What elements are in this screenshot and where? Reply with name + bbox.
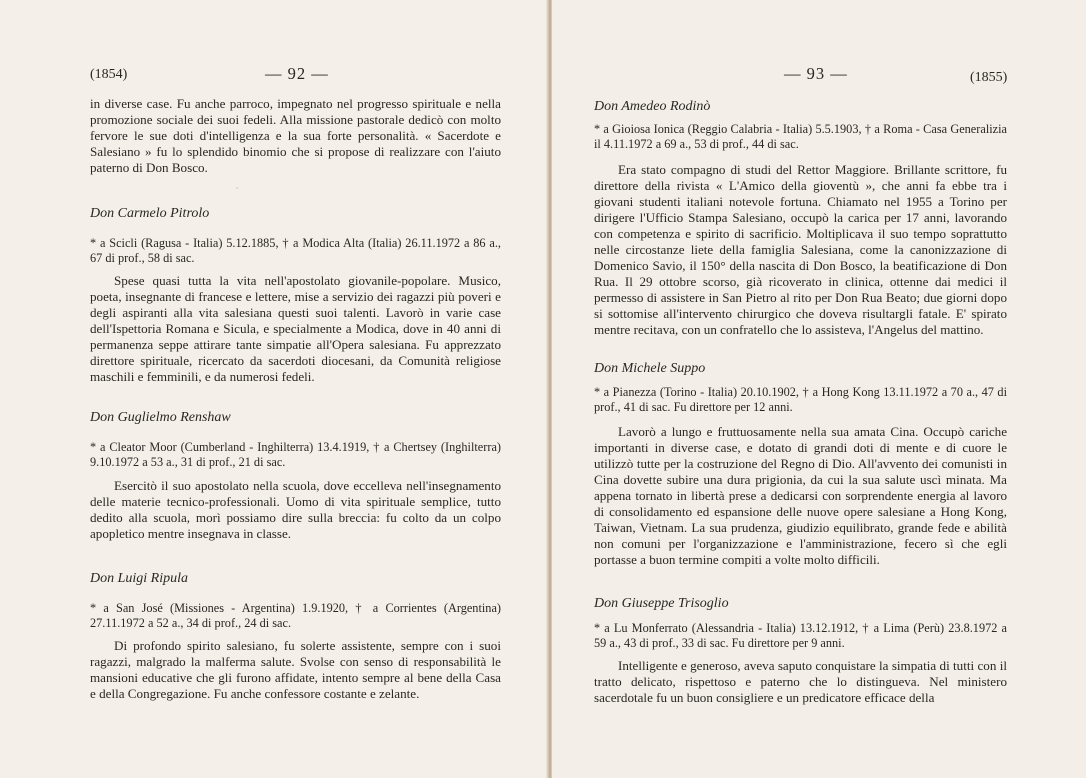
entry-name: Don Guglielmo Renshaw [90, 410, 231, 425]
ink-speck: ⸱ [236, 184, 239, 193]
page-number: — 93 — [784, 64, 848, 83]
entry-text: Di profondo spirito salesiano, fu solerte assistente, sempre con i suoi ragazzi, malgrado la malferma salute. Svolse con senso di responsabilità le mansioni educative che gli furono affidate, intento sempre al bene della Casa e della Congregazione. Fu anche confessore costante e zelante. [90, 638, 501, 701]
page-number: — 92 — [265, 64, 329, 83]
entry-bio: * a San José (Missiones - Argentina) 1.9.1920, † a Corrientes (Argentina) 27.11.1972 a 52 a., 34 di prof., 24 di sac. [90, 601, 501, 630]
entry-name: Don Amedeo Rodinò [594, 99, 711, 114]
intro-paragraph: in diverse case. Fu anche parroco, impegnato nel progresso spirituale e nella promozione sociale dei suoi fedeli. Alla missione pastorale dedicò con molto fervore le sue doti d'intelligenza e la sua forte personalità. « Sacerdote e Salesiano » fu lo splendido binomio che si propose di realizzare con l'aiuto paterno di Don Bosco. [90, 96, 501, 175]
page-year: (1855) [970, 70, 1008, 85]
entry-bio: * a Gioiosa Ionica (Reggio Calabria - Italia) 5.5.1903, † a Roma - Casa Generalizia il 4.11.1972 a 69 a., 53 di prof., 44 di sac. [594, 122, 1007, 151]
right-page [552, 0, 1086, 778]
entry-bio: * a Pianezza (Torino - Italia) 20.10.1902, † a Hong Kong 13.11.1972 a 70 a., 47 di prof., 41 di sac. Fu direttore per 12 anni. [594, 385, 1007, 414]
entry-text: Spese quasi tutta la vita nell'apostolato giovanile-popolare. Musico, poeta, insegnante di francese e lettere, mise a servizio dei ragazzi più poveri e degli aspiranti alla vita salesiana questi suoi talenti. Lavorò in varie case dell'Ispettoria Romana e Sicula, e specialmente a Modica, dove in 40 anni di permanenza seppe attirare tante simpatie all'Opera salesiana. Fu apprezzato direttore spirituale, ricercato da sacerdoti diocesani, da Comunità religiose maschili e femminili, e da numerosi fedeli. [90, 273, 501, 384]
entry-name: Don Michele Suppo [594, 361, 706, 376]
entry-text: Intelligente e generoso, aveva saputo conquistare la simpatia di tutti con il tratto delicato, rispettoso e paterno che lo distingueva. Nel ministero sacerdotale fu un buon consigliere e un predicatore efficace della [594, 658, 1007, 705]
entry-bio: * a Cleator Moor (Cumberland - Inghilterra) 13.4.1919, † a Chertsey (Inghilterra) 9.10.1972 a 53 a., 31 di prof., 21 di sac. [90, 440, 501, 469]
entry-text: Era stato compagno di studi del Rettor Maggiore. Brillante scrittore, fu direttore della rivista « L'Amico della gioventù », che anni fa ebbe tra i giovani studenti italiani notevole fortuna. Chiamato nel 1955 a Torino per dirigere l'Ufficio Stampa Salesiano, occupò la carica per 17 anni, lavorando con competenza e spirito di sacrificio. Moltiplicava il suo tempo soprattutto nelle circostanze liete della famiglia Salesiana, come la canonizzazione di Domenico Savio, il 150° della nascita di Don Bosco, la beatificazione di Don Rua. Il 29 ottobre scorso, già ricoverato in clinica, ottenne dai medici il permesso di assistere in San Pietro al rito per Don Rua Beato; due giorni dopo si sottomise all'intervento chirurgico che doveva risultargli fatale. E' spirato mentre recitava, con un confratello che lo assisteva, l'Angelus del mattino. [594, 162, 1007, 337]
entry-name: Don Carmelo Pitrolo [90, 206, 210, 221]
entry-text: Lavorò a lungo e fruttuosamente nella sua amata Cina. Occupò cariche importanti in diverse case, e dotato di grandi doti di mente e di cuore le utilizzò tutte per la costruzione del Regno di Dio. All'avvento dei comunisti in Cina dovette subire una dura prigionia, da cui la sua salute uscì minata. Ma appena tornato in libertà prese a dedicarsi con sorprendente energia al lavoro di consolidamento ed espansione delle nuove opere salesiane a Hong Kong, Taiwan, Vietnam. La sua prudenza, giudizio equilibrato, grande fede e abilità non comuni per l'organizzazione e l'amministrazione, fecero sì che egli portasse a buon termine compiti a volte molto difficili. [594, 424, 1007, 567]
entry-bio: * a Lu Monferrato (Alessandria - Italia) 13.12.1912, † a Lima (Perù) 23.8.1972 a 59 a., 43 di prof., 33 di sac. Fu direttore per 9 anni. [594, 621, 1007, 650]
entry-name: Don Luigi Ripula [90, 571, 189, 586]
page-year: (1854) [90, 67, 128, 82]
entry-text: Esercitò il suo apostolato nella scuola, dove eccelleva nell'insegnamento delle materie tecnico-professionali. Uomo di vita spirituale semplice, tutto dedito alla scuola, morì possiamo dire sulla breccia: fu colto da un colpo apopletico mentre insegnava in classe. [90, 478, 501, 541]
entry-bio: * a Scicli (Ragusa - Italia) 5.12.1885, † a Modica Alta (Italia) 26.11.1972 a 86 a., 67 di prof., 58 di sac. [90, 236, 501, 265]
entry-name: Don Giuseppe Trisoglio [594, 596, 729, 611]
